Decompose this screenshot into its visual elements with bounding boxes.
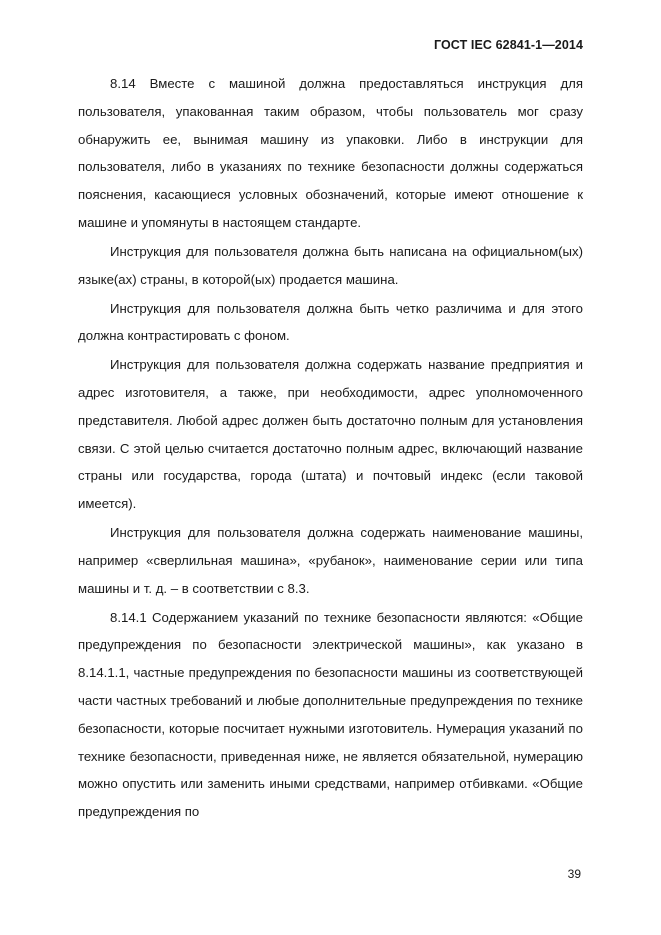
page-number: 39 [567,867,581,881]
paragraph-language: Инструкция для пользователя должна быть написана на официальном(ых) языке(ах) страны, в которой(ых) продается машина. [78,243,583,287]
paragraph-machine-name: Инструкция для пользователя должна содержать наименование машины, например «сверлильная машина», «рубанок», наименование серии или типа машины и т. д. – в соответствии с 8.3. [78,525,583,596]
document-header [434,38,583,52]
paragraph-8-14-1: 8.14.1 Содержанием указаний по технике безопасности являются: «Общие предупреждения по безопасности электрической машины», как указано в 8.14.1.1, частные предупреждения по безопасности машины из соответствующей части частных требований и любые дополнительные предупреждения по технике безопасности, которые посчитает нужными изготовитель. Нумерация указаний по технике безопасности, приведенная ниже, не является обязательной, нумерацию можно опустить или заменить иными средствами, например отбивками. «Общие предупреждения по [78,609,583,820]
paragraph-manufacturer-address: Инструкция для пользователя должна содержать название предприятия и адрес изготовителя, а также, при необходимости, адрес уполномоченного представителя. Любой адрес должен быть достаточно полным для установления связи. С этой целью считается достаточно полным адрес, включающий название страны или государства, города (штата) и почтовый индекс (если таковой имеется). [78,357,583,512]
document-body [78,70,583,827]
paragraph-contrast: Инструкция для пользователя должна быть четко различима и для этого должна контрастировать с фоном. [78,300,583,344]
paragraph-8-14: 8.14 Вместе с машиной должна предоставляться инструкция для пользователя, упакованная таким образом, чтобы пользователь мог сразу обнаружить ее, вынимая машину из упаковки. Либо в инструкции для пользователя, либо в указаниях по технике безопасности должны содержаться пояснения, касающиеся условных обозначений, которые имеют отношение к машине и упомянуты в настоящем стандарте. [78,76,583,230]
standard-designation: ГОСТ IEC 62841-1—2014 [433,38,583,52]
